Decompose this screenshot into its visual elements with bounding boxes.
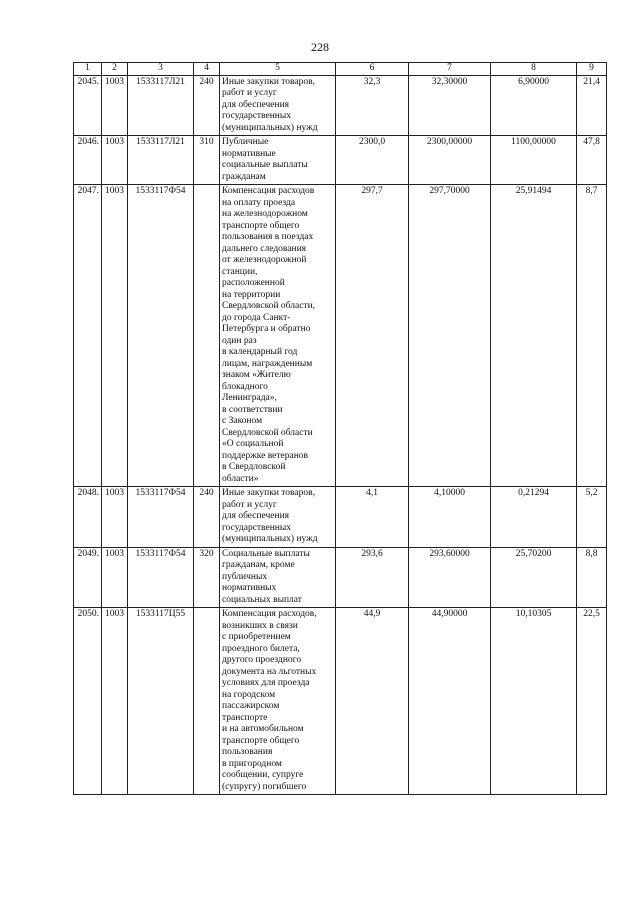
column-header-5: 5 [220,63,336,76]
execution-percent: 47,8 [577,136,607,185]
expense-name: Иные закупки товаров, работ и услуг для обеспечения государственных (муниципальных) нужд [220,487,336,548]
executed-amount: 1100,00000 [491,136,577,185]
target-article-code: 1533117Ф54 [128,185,194,487]
approved-amount: 32,30000 [409,75,491,136]
expense-type-code [194,608,220,795]
section-code: 1003 [102,487,128,548]
expense-type-code: 320 [194,547,220,608]
approved-amount: 4,10000 [409,487,491,548]
target-article-code: 1533117Ц55 [128,608,194,795]
table-row [74,608,607,795]
table-row [74,185,607,487]
target-article-code: 1533117Л21 [128,75,194,136]
plan-amount: 297,7 [336,185,409,487]
approved-amount: 293,60000 [409,547,491,608]
expense-name: Компенсация расходов на оплату проезда на железнодорожном транспорте общего пользования в поездах дальнего следования от железнодорожной станции, расположенной на территории Свердловской области, до города Санкт- Петербурга и обратно один раз в календарный год лицам, награжденным знаком «Жителю блокадного Ленинграда», в соответствии с Законом Свердловской области «О социальной поддержке ветеранов в Свердловской области» [220,185,336,487]
target-article-code: 1533117Ф54 [128,547,194,608]
expense-type-code: 310 [194,136,220,185]
execution-percent: 22,5 [577,608,607,795]
row-number: 2047. [74,185,102,487]
budget-table [73,62,607,795]
header-row [74,63,607,76]
column-header-4: 4 [194,63,220,76]
row-number: 2045. [74,75,102,136]
expense-name: Компенсация расходов, возникших в связи с приобретением проездного билета, другого проездного документа на льготных условиях для проезда на городском пассажирском транспорте и на автомобильном транспорте общего пользования в пригородном сообщении, супруге (супругу) погибшего [220,608,336,795]
table-row [74,75,607,136]
executed-amount: 10,10305 [491,608,577,795]
approved-amount: 44,90000 [409,608,491,795]
section-code: 1003 [102,185,128,487]
execution-percent: 5,2 [577,487,607,548]
column-header-9: 9 [577,63,607,76]
expense-name: Социальные выплаты гражданам, кроме публичных нормативных социальных выплат [220,547,336,608]
expense-type-code [194,185,220,487]
section-code: 1003 [102,75,128,136]
table-row [74,136,607,185]
section-code: 1003 [102,136,128,185]
execution-percent: 8,8 [577,547,607,608]
column-header-7: 7 [409,63,491,76]
plan-amount: 2300,0 [336,136,409,185]
column-header-1: 1 [74,63,102,76]
column-header-6: 6 [336,63,409,76]
target-article-code: 1533117Л21 [128,136,194,185]
column-header-2: 2 [102,63,128,76]
executed-amount: 25,70200 [491,547,577,608]
executed-amount: 0,21294 [491,487,577,548]
approved-amount: 297,70000 [409,185,491,487]
row-number: 2048. [74,487,102,548]
plan-amount: 32,3 [336,75,409,136]
expense-name: Публичные нормативные социальные выплаты гражданам [220,136,336,185]
plan-amount: 293,6 [336,547,409,608]
expense-name: Иные закупки товаров, работ и услуг для обеспечения государственных (муниципальных) нужд [220,75,336,136]
executed-amount: 6,90000 [491,75,577,136]
page-number: 228 [311,40,329,54]
row-number: 2046. [74,136,102,185]
table-row [74,487,607,548]
table-row [74,547,607,608]
target-article-code: 1533117Ф54 [128,487,194,548]
plan-amount: 44,9 [336,608,409,795]
execution-percent: 8,7 [577,185,607,487]
plan-amount: 4,1 [336,487,409,548]
column-header-8: 8 [491,63,577,76]
expense-type-code: 240 [194,75,220,136]
approved-amount: 2300,00000 [409,136,491,185]
section-code: 1003 [102,547,128,608]
row-number: 2050. [74,608,102,795]
column-header-3: 3 [128,63,194,76]
section-code: 1003 [102,608,128,795]
expense-type-code: 240 [194,487,220,548]
row-number: 2049. [74,547,102,608]
execution-percent: 21,4 [577,75,607,136]
executed-amount: 25,91494 [491,185,577,487]
